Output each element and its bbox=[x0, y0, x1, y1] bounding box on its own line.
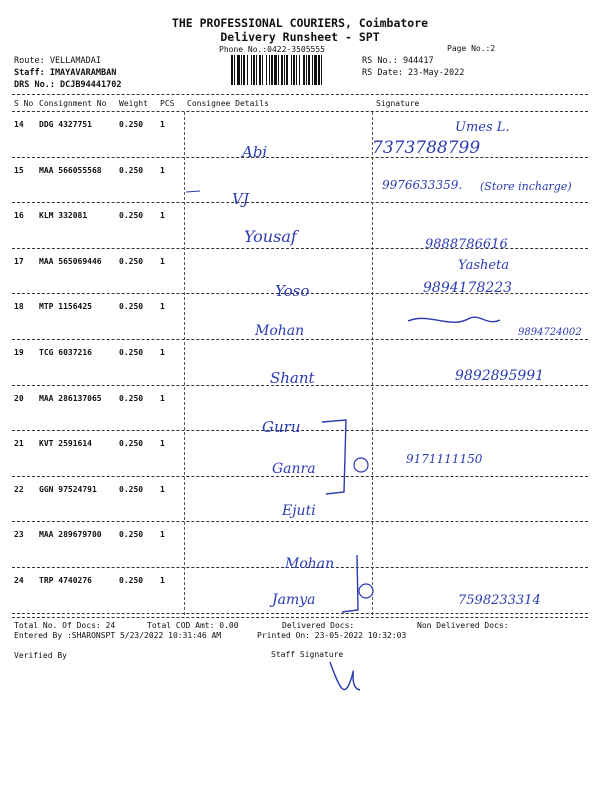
phone-number: Phone No.:0422-3505555 bbox=[219, 45, 325, 54]
cell-weight: 0.250 bbox=[119, 165, 144, 175]
cell-sno: 23 bbox=[14, 530, 24, 540]
total-cod: Total COD Amt: 0.00 bbox=[147, 621, 239, 630]
company-name: THE PROFESSIONAL COURIERS, Coimbatore bbox=[171, 16, 429, 30]
non-delivered-docs: Non Delivered Docs: bbox=[417, 621, 509, 630]
document-title: Delivery Runsheet - SPT bbox=[220, 30, 380, 44]
cell-weight: 0.250 bbox=[119, 439, 144, 449]
verified-by: Verified By bbox=[14, 651, 67, 660]
route-label: Route: VELLAMADAI bbox=[14, 56, 101, 66]
signature-handwritten-entry: 7373788799 bbox=[372, 138, 481, 158]
signature-handwritten-entry: Umes L. bbox=[455, 120, 510, 135]
staff-signature-label: Staff Signature bbox=[271, 650, 344, 659]
cell-consignment: GGN 97524791 bbox=[39, 484, 97, 494]
consignee-handwritten-name: Abi bbox=[242, 143, 268, 161]
cell-consignment: MAA 286137065 bbox=[39, 393, 102, 403]
page-number: Page No.:2 bbox=[447, 44, 496, 53]
consignee-handwritten-name: Jamya bbox=[272, 592, 316, 608]
delivered-docs: Delivered Docs: bbox=[282, 621, 355, 630]
drs-number: DRS No.: DCJB94441702 bbox=[14, 80, 122, 90]
consignee-handwritten-name: Ganra bbox=[272, 461, 316, 477]
cell-sno: 21 bbox=[14, 439, 24, 449]
cell-sno: 19 bbox=[14, 348, 24, 357]
cell-pcs: 1 bbox=[160, 165, 165, 175]
rs-date: RS Date: 23-May-2022 bbox=[362, 68, 465, 78]
cell-consignment: TCG 6037216 bbox=[39, 348, 92, 357]
col-consignee: Consignee Details bbox=[187, 99, 269, 108]
consignee-handwritten-name: Mohan bbox=[255, 323, 305, 339]
cell-sno: 20 bbox=[14, 393, 24, 403]
signature-handwritten-entry: 9892895991 bbox=[455, 368, 545, 384]
cell-sno: 16 bbox=[14, 211, 24, 221]
cell-pcs: 1 bbox=[160, 348, 165, 357]
cell-weight: 0.250 bbox=[119, 120, 144, 129]
cell-consignment: MAA 565069446 bbox=[39, 256, 102, 266]
cell-consignment: MTP 1156425 bbox=[39, 302, 92, 312]
cell-pcs: 1 bbox=[160, 211, 165, 221]
signature-handwritten-entry: Yasheta bbox=[458, 258, 510, 273]
signature-handwritten-entry: 9171111150 bbox=[406, 452, 483, 466]
consignee-handwritten-name: Ejuti bbox=[282, 503, 316, 519]
cell-weight: 0.250 bbox=[119, 576, 144, 585]
cell-pcs: 1 bbox=[160, 302, 165, 312]
cell-pcs: 1 bbox=[160, 256, 165, 266]
consignee-handwritten-name: VJ bbox=[232, 190, 249, 208]
col-pcs: PCS bbox=[160, 99, 175, 108]
printed-on: Printed On: 23-05-2022 10:32:03 bbox=[257, 631, 407, 640]
consignee-handwritten-name: Guru bbox=[262, 418, 301, 436]
staff-label: Staff: IMAYAVARAMBAN bbox=[14, 68, 117, 78]
cell-pcs: 1 bbox=[160, 484, 165, 494]
total-docs: Total No. Of Docs: 24 bbox=[14, 621, 116, 630]
rs-number: RS No.: 944417 bbox=[362, 56, 434, 66]
cell-weight: 0.250 bbox=[119, 256, 144, 266]
cell-consignment: KVT 2591614 bbox=[39, 439, 92, 449]
cell-sno: 22 bbox=[14, 484, 24, 494]
cell-pcs: 1 bbox=[160, 439, 165, 449]
cell-sno: 14 bbox=[14, 120, 24, 129]
consignee-handwritten-name: Mohan bbox=[285, 556, 335, 572]
signature-handwritten-entry: 9894724002 bbox=[518, 327, 582, 338]
col-sno: S No bbox=[14, 99, 34, 108]
cell-pcs: 1 bbox=[160, 576, 165, 585]
signature-handwritten-entry: 7598233314 bbox=[458, 593, 541, 608]
cell-sno: 15 bbox=[14, 165, 24, 175]
signature-handwritten-entry: 9976633359. bbox=[382, 178, 463, 192]
cell-pcs: 1 bbox=[160, 530, 165, 540]
cell-sno: 24 bbox=[14, 576, 24, 585]
signature-handwritten-entry: 9888786616 bbox=[425, 237, 508, 252]
consignee-handwritten-name: Shant bbox=[270, 369, 315, 387]
signature-handwritten-entry: 9894178223 bbox=[423, 280, 513, 296]
cell-consignment: DDG 4327751 bbox=[39, 120, 92, 129]
cell-consignment: TRP 4740276 bbox=[39, 576, 92, 585]
col-weight: Weight bbox=[119, 99, 148, 108]
cell-pcs: 1 bbox=[160, 393, 165, 403]
cell-weight: 0.250 bbox=[119, 211, 144, 221]
cell-consignment: MAA 566055568 bbox=[39, 165, 102, 175]
cell-consignment: KLM 332081 bbox=[39, 211, 88, 221]
cell-consignment: MAA 289679700 bbox=[39, 530, 102, 540]
col-consignment: Consignment No bbox=[39, 99, 107, 108]
cell-weight: 0.250 bbox=[119, 348, 144, 357]
cell-sno: 17 bbox=[14, 256, 24, 266]
footer-rule bbox=[12, 617, 588, 618]
cell-weight: 0.250 bbox=[119, 302, 144, 312]
cell-weight: 0.250 bbox=[119, 530, 144, 540]
cell-pcs: 1 bbox=[160, 120, 165, 129]
entered-by: Entered By :SHARONSPT 5/23/2022 10:31:46 AM bbox=[14, 631, 222, 640]
signature-handwritten-entry: (Store incharge) bbox=[480, 180, 572, 193]
consignee-handwritten-name: Yousaf bbox=[244, 227, 297, 246]
cell-sno: 18 bbox=[14, 302, 24, 312]
cell-weight: 0.250 bbox=[119, 484, 144, 494]
cell-weight: 0.250 bbox=[119, 393, 144, 403]
consignee-handwritten-name: Yoso bbox=[275, 282, 310, 300]
col-signature: Signature bbox=[376, 99, 420, 108]
